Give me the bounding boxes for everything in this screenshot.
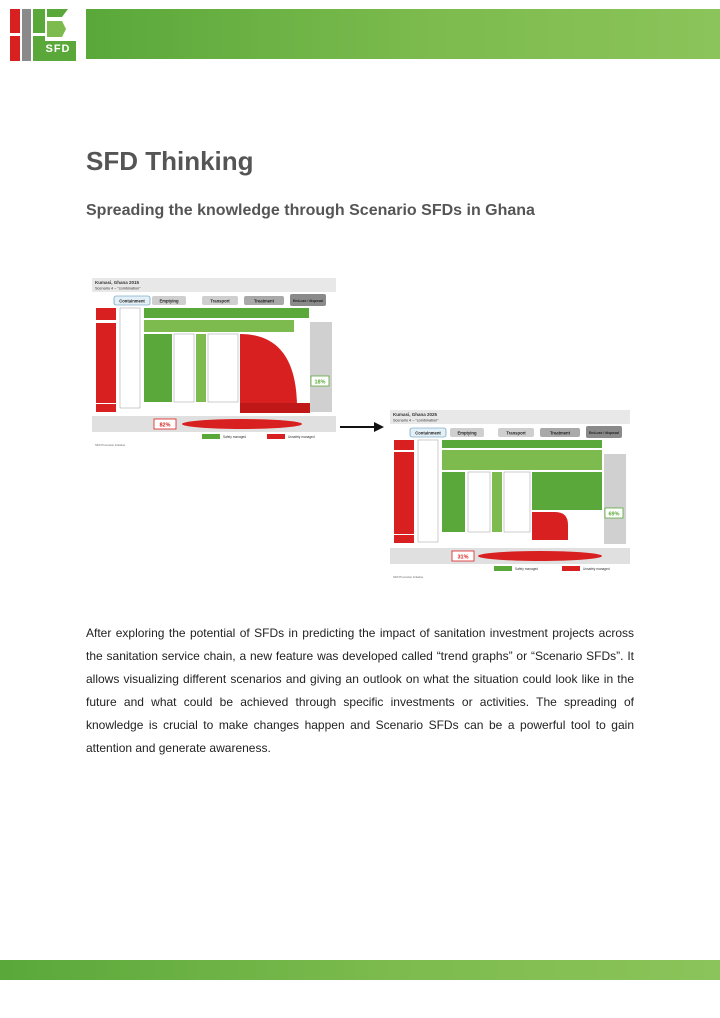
stage-label: Treatment — [549, 430, 571, 436]
key-safe-label: Safely managed — [515, 567, 539, 571]
sfd-diagram-2025 — [390, 410, 630, 582]
logo-label: SFD — [45, 43, 71, 55]
key-unsafe-label: Unsafely managed — [583, 567, 610, 571]
stage-label: Transport — [210, 298, 230, 304]
unsafe-percent: 31% — [457, 554, 469, 561]
safe-percent: 18% — [314, 379, 326, 386]
unsafe-percent: 82% — [159, 422, 171, 429]
stage-label: Emptying — [457, 430, 477, 436]
page-title: SFD Thinking — [86, 146, 254, 176]
key-unsafe-label: Unsafely managed — [288, 435, 315, 439]
stage-label: End-use / disposal — [589, 431, 619, 435]
header-banner — [86, 9, 720, 59]
safe-percent: 69% — [608, 511, 620, 518]
sfd-diagram-2015 — [92, 278, 336, 450]
stage-label: Emptying — [159, 298, 179, 304]
key-safe-label: Safely managed — [223, 435, 247, 439]
figure-scenario: Scenario 4 – "combination" — [393, 418, 439, 423]
page-subtitle: Spreading the knowledge through Scenario SFDs in Ghana — [86, 202, 535, 219]
figure-credit: SFD Promotion Initiative — [95, 443, 126, 447]
stage-label: End-use / disposal — [293, 299, 323, 303]
arrow-right-icon — [340, 420, 384, 434]
stage-label: Containment — [119, 298, 145, 304]
figure-scenario: Scenario 4 – "combination" — [95, 286, 141, 291]
stage-label: Treatment — [253, 298, 275, 304]
body-paragraph: After exploring the potential of SFDs in predicting the impact of sanitation investment projects across the sanitation service chain, a new feature was developed called “trend graphs” or “Scenario SFDs”. It allows visualizing different scenarios and giving an outlook on what the situation could look like in the future and what could be achieved through specific investments or activities. The spreading of knowledge is crucial to make changes happen and Scenario SFDs can be a powerful tool to gain attention and generate awareness. — [86, 626, 634, 755]
figure-heading: Kumasi, Ghana 2015 — [95, 280, 140, 285]
stage-label: Transport — [506, 430, 526, 436]
figure-credit: SFD Promotion Initiative — [393, 575, 424, 579]
figure-heading: Kumasi, Ghana 2025 — [393, 412, 438, 417]
footer-banner — [0, 960, 720, 980]
stage-label: Containment — [415, 430, 441, 436]
